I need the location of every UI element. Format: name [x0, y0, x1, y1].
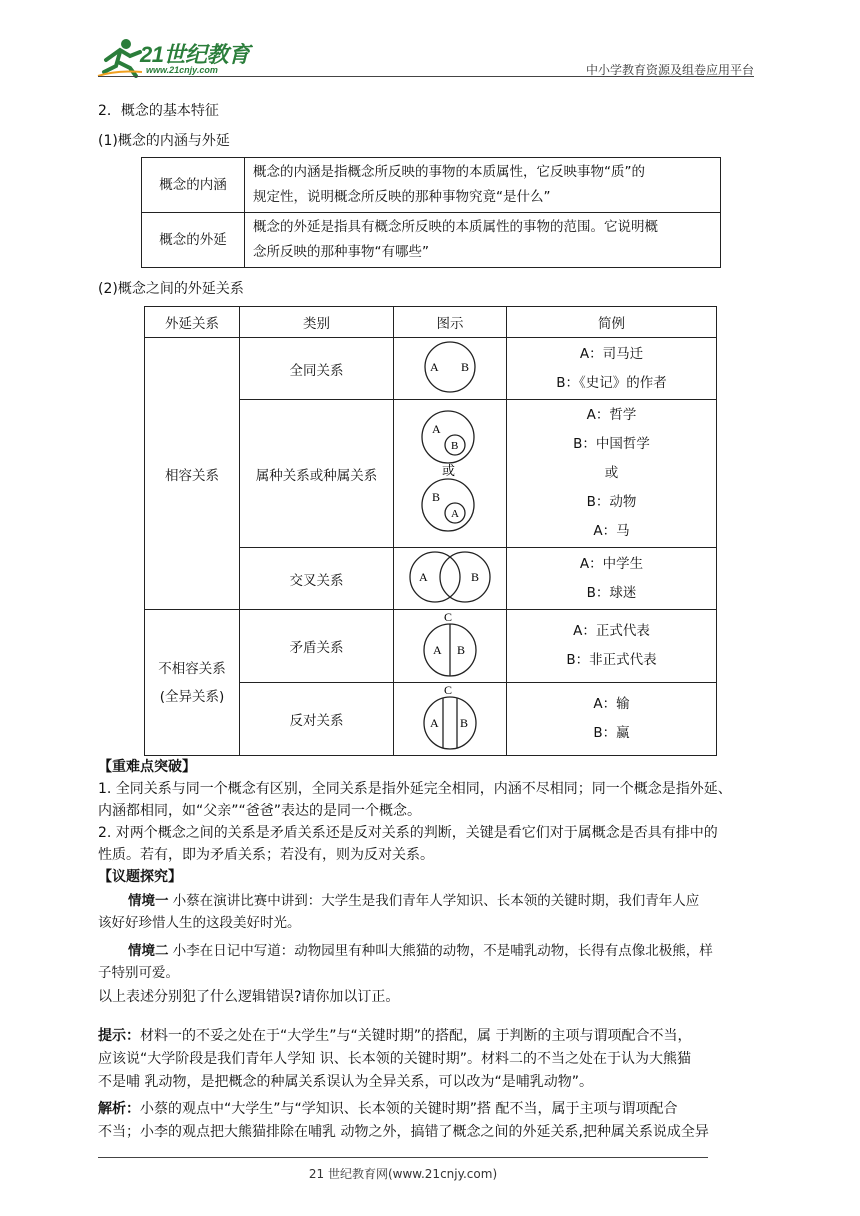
- svg-text:A: A: [419, 569, 428, 584]
- logo-url: www.21cnjy.com: [146, 65, 218, 75]
- row-label: 概念的外延: [142, 213, 245, 268]
- example-line: A：司马迁: [579, 345, 644, 362]
- footer-link[interactable]: 21 世纪教育网(www.21cnjy.com): [308, 1167, 498, 1181]
- header-divider: [98, 76, 754, 77]
- example-line: B：赢: [593, 725, 630, 741]
- content-line: 念所反映的那种事物“有哪些”: [253, 244, 429, 260]
- diagram-cell: [394, 683, 507, 756]
- content-line: 规定性，说明概念所反映的那种事物究竟“是什么”: [253, 189, 551, 205]
- svg-text:B: B: [451, 439, 459, 452]
- analysis-label: 解析：: [98, 1101, 140, 1117]
- analysis-text: 小蔡的观点中“大学生”与“学知识、长本领的关键时期”搭 配不当，属于主项与谓项配合: [140, 1101, 678, 1117]
- example-line: B：中国哲学: [573, 436, 650, 452]
- svg-text:B: B: [461, 359, 470, 374]
- table-row: [142, 213, 721, 268]
- content-line: 概念的内涵是指概念所反映的事物的本质属性，它反映事物“质”的: [253, 164, 645, 180]
- intersection-diagram: [403, 549, 497, 605]
- svg-text:A: A: [432, 421, 441, 436]
- hint-label: 提示：: [98, 1028, 140, 1044]
- example-line: B：非正式代表: [566, 652, 657, 668]
- hint-text: 材料一的不妥之处在于“大学生”与“关键时期”的搭配，属 于判断的主项与谓项配合不当，: [140, 1028, 692, 1044]
- scenario-2: [98, 940, 758, 962]
- svg-text:C: C: [444, 610, 453, 624]
- inquiry-section: [98, 866, 758, 1008]
- scenario-label: 情境二: [128, 943, 169, 959]
- diagram-cell: [394, 610, 507, 683]
- content-line: 概念的外延是指具有概念所反映的本质属性的事物的范围。它说明概: [253, 219, 658, 235]
- category-cell: 反对关系: [240, 683, 394, 756]
- example-line: B：动物: [586, 494, 637, 510]
- group-label: (全异关系): [159, 688, 225, 705]
- example-line: 或: [604, 465, 619, 481]
- scenario-label: 情境一: [128, 893, 169, 909]
- diagram-cell: [394, 338, 507, 400]
- extension-relations-table: [144, 306, 717, 756]
- example-cell: [507, 338, 717, 400]
- scenario-text: 该好好珍惜人生的这段美好时光。: [98, 915, 301, 931]
- scenario-text: 小蔡在演讲比赛中讲到：大学生是我们青年人学知识、长本领的关键时期，我们青年人应: [172, 893, 700, 909]
- example-line: A：输: [593, 696, 630, 712]
- identity-diagram: [420, 339, 480, 395]
- svg-text:B: B: [457, 643, 466, 657]
- breakthrough-text: 1. 全同关系与同一个概念有区别，全同关系是指外延完全相同，内涵不尽相同；同一个概念是指外延、: [98, 781, 732, 797]
- col-header: 图示: [394, 307, 507, 338]
- group-compatible: 相容关系: [145, 338, 240, 610]
- svg-text:A: A: [430, 359, 439, 374]
- table-row: [142, 158, 721, 213]
- analysis-text: 不当；小李的观点把大熊猫排除在哺乳 动物之外，搞错了概念之间的外延关系,把种属关系说成全异: [98, 1124, 709, 1140]
- category-cell: 属种关系或种属关系: [240, 400, 394, 548]
- svg-text:B: B: [432, 489, 441, 504]
- contradictory-diagram: [420, 610, 480, 678]
- col-header: 外延关系: [145, 307, 240, 338]
- example-line: A：中学生: [579, 555, 644, 572]
- logo: [96, 36, 271, 78]
- subsection-2: (2)概念之间的外延关系: [98, 281, 244, 297]
- group-incompatible: [145, 610, 240, 756]
- svg-text:或: 或: [442, 463, 456, 479]
- logo-title: 21世纪教育: [140, 42, 250, 67]
- subsection-1: (1)概念的内涵与外延: [98, 133, 230, 149]
- row-content: [245, 158, 721, 213]
- row-label: 概念的内涵: [142, 158, 245, 213]
- contrary-diagram: [420, 683, 480, 751]
- svg-text:A: A: [451, 507, 459, 520]
- example-line: A：哲学: [586, 407, 637, 423]
- table-row: [145, 610, 717, 683]
- group-label: 不相容关系: [158, 660, 226, 677]
- example-cell: [507, 400, 717, 548]
- breakthrough-text: 性质。若有，即为矛盾关系；若没有，则为反对关系。: [98, 847, 434, 863]
- svg-text:B: B: [471, 569, 480, 584]
- row-content: [245, 213, 721, 268]
- col-header: 类别: [240, 307, 394, 338]
- scenario-text: 子特别可爱。: [98, 965, 179, 981]
- footer-divider: [98, 1157, 708, 1158]
- scenario-1: [98, 890, 758, 912]
- svg-text:B: B: [460, 716, 469, 730]
- genus-species-diagram: [418, 407, 482, 537]
- platform-name: 中小学教育资源及组卷应用平台: [585, 63, 754, 77]
- inquiry-title: 【议题探究】: [98, 869, 182, 885]
- table-row: [145, 338, 717, 400]
- breakthrough-text: 2. 对两个概念之间的关系是矛盾关系还是反对关系的判断，关键是看它们对于属概念是否具有排中的: [98, 825, 718, 841]
- hint-text: 应该说“大学阶段是我们青年人学知 识、长本领的关键时期”。材料二的不当之处在于认为大熊猫: [98, 1051, 691, 1067]
- section-heading: 2．概念的基本特征: [98, 103, 219, 119]
- svg-text:A: A: [430, 716, 439, 730]
- breakthrough-section: [98, 756, 758, 866]
- svg-text:A: A: [433, 643, 442, 657]
- example-cell: [507, 548, 717, 610]
- example-line: A：马: [593, 523, 630, 539]
- inquiry-question: 以上表述分别犯了什么逻辑错误?请你加以订正。: [98, 989, 400, 1005]
- category-cell: 矛盾关系: [240, 610, 394, 683]
- category-cell: 全同关系: [240, 338, 394, 400]
- hint-section: [98, 1025, 758, 1094]
- table-header-row: [145, 307, 717, 338]
- hint-text: 不是哺 乳动物，是把概念的种属关系误认为全异关系，可以改为“是哺乳动物”。: [98, 1074, 593, 1090]
- breakthrough-title: 【重难点突破】: [98, 759, 196, 775]
- category-cell: 交叉关系: [240, 548, 394, 610]
- svg-text:C: C: [444, 683, 453, 697]
- scenario-text: 小李在日记中写道：动物园里有种叫大熊猫的动物，不是哺乳动物，长得有点像北极熊，样: [172, 943, 713, 959]
- runner-logo-icon: [96, 36, 144, 78]
- diagram-cell: [394, 548, 507, 610]
- diagram-cell: [394, 400, 507, 548]
- example-cell: [507, 610, 717, 683]
- analysis-section: [98, 1098, 758, 1144]
- example-line: B：《史记》的作者: [556, 374, 667, 391]
- example-line: B：球迷: [586, 584, 637, 601]
- example-cell: [507, 683, 717, 756]
- example-line: A：正式代表: [573, 623, 650, 639]
- intension-extension-table: [141, 157, 721, 268]
- breakthrough-text: 内涵都相同，如“父亲”“爸爸”表达的是同一个概念。: [98, 803, 422, 819]
- col-header: 简例: [507, 307, 717, 338]
